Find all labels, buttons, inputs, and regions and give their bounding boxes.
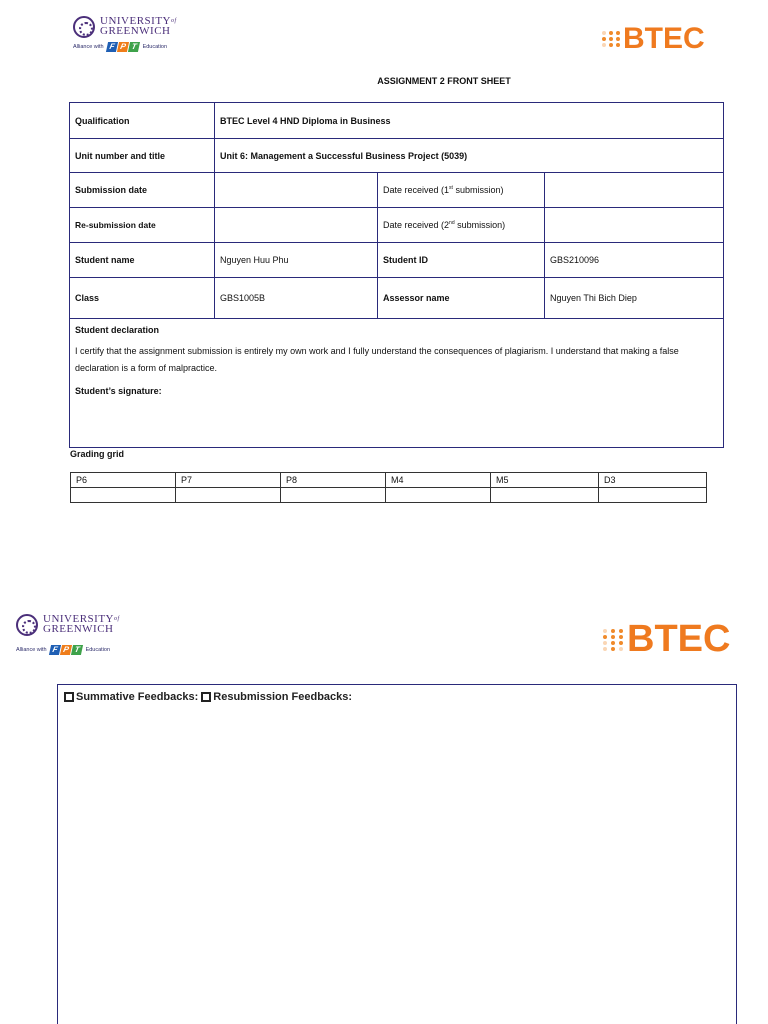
feedback-header	[64, 691, 352, 703]
row-unit	[70, 139, 724, 173]
logo-text-of: of	[171, 18, 177, 24]
resubmission-feedback-label: Resubmission Feedbacks:	[213, 691, 353, 703]
fpt-letter: T	[71, 645, 83, 655]
date-received-2-sup: nd	[449, 220, 455, 226]
university-of-greenwich-logo-2	[16, 614, 120, 655]
row-class	[70, 278, 724, 319]
alliance-prefix: Alliance with	[73, 44, 104, 50]
declaration-text: I certify that the assignment submission is entirely my own work and I fully understand the consequences of plagiarism. I understand that making a false declaration is a form of malpractice.	[75, 346, 679, 373]
logo-text-of: of	[114, 616, 120, 622]
resubmission-checkbox[interactable]	[201, 692, 211, 702]
logo-text: UNIVERSITY	[100, 15, 171, 27]
alliance-prefix: Alliance with	[16, 647, 47, 653]
resubmission-date-value[interactable]	[215, 208, 378, 243]
date-received-1-label	[378, 173, 545, 208]
student-id-value: GBS210096	[545, 243, 724, 278]
grading-grid-title: Grading grid	[70, 449, 124, 459]
fpt-letter: P	[117, 42, 129, 52]
assessor-value: Nguyen Thi Bich Diep	[545, 278, 724, 319]
alliance-suffix: Education	[85, 647, 111, 653]
btec-dots-icon	[603, 629, 625, 651]
fpt-logo	[107, 42, 140, 52]
grade-value-d3[interactable]	[599, 488, 707, 503]
date-received-1-suffix: submission)	[452, 185, 504, 195]
date-received-2-label	[378, 208, 545, 243]
logo-text: GREENWICH	[43, 623, 114, 635]
grading-header-row	[71, 473, 707, 488]
submission-date-label: Submission date	[70, 173, 215, 208]
btec-logo	[602, 22, 705, 56]
summative-checkbox[interactable]	[64, 692, 74, 702]
signature-label: Student’s signature:	[75, 386, 162, 396]
resubmission-date-label: Re-submission date	[70, 208, 215, 243]
grade-value-p8[interactable]	[281, 488, 386, 503]
row-declaration	[70, 319, 724, 448]
fpt-alliance	[73, 42, 177, 52]
summative-feedback-label: Summative Feedbacks:	[76, 691, 199, 703]
row-resubmission	[70, 208, 724, 243]
student-id-label: Student ID	[378, 243, 545, 278]
student-name-value: Nguyen Huu Phu	[215, 243, 378, 278]
unit-value: Unit 6: Management a Successful Business Project (5039)	[215, 139, 724, 173]
grade-value-m4[interactable]	[386, 488, 491, 503]
fpt-alliance	[16, 645, 120, 655]
qualification-label: Qualification	[70, 103, 215, 139]
btec-logo-2	[603, 618, 730, 661]
date-received-2-suffix: submission)	[454, 220, 506, 230]
row-student	[70, 243, 724, 278]
btec-dots-icon	[602, 31, 621, 47]
grade-header-d3: D3	[599, 473, 707, 488]
logo-text: GREENWICH	[100, 25, 171, 37]
alliance-suffix: Education	[142, 44, 168, 50]
btec-wordmark: BTEC	[623, 22, 705, 55]
grade-value-p6[interactable]	[71, 488, 176, 503]
date-received-2-value[interactable]	[545, 208, 724, 243]
fpt-letter: T	[128, 42, 140, 52]
date-received-2-prefix: Date received (2	[383, 220, 450, 230]
logo-text: UNIVERSITY	[43, 613, 114, 625]
qualification-value: BTEC Level 4 HND Diploma in Business	[215, 103, 724, 139]
grade-value-m5[interactable]	[491, 488, 599, 503]
fpt-letter: P	[60, 645, 72, 655]
row-submission	[70, 173, 724, 208]
btec-wordmark: BTEC	[627, 618, 731, 660]
student-name-label: Student name	[70, 243, 215, 278]
row-qualification	[70, 103, 724, 139]
feedback-box[interactable]	[57, 684, 737, 1024]
grade-header-m4: M4	[386, 473, 491, 488]
date-received-1-sup: st	[449, 185, 453, 191]
submission-date-value[interactable]	[215, 173, 378, 208]
class-label: Class	[70, 278, 215, 319]
crest-icon	[73, 16, 95, 38]
grading-value-row	[71, 488, 707, 503]
grade-header-p8: P8	[281, 473, 386, 488]
university-of-greenwich-logo	[73, 16, 177, 52]
grade-header-p7: P7	[176, 473, 281, 488]
class-value: GBS1005B	[215, 278, 378, 319]
date-received-1-value[interactable]	[545, 173, 724, 208]
assessor-label: Assessor name	[378, 278, 545, 319]
declaration-cell	[70, 319, 724, 448]
grade-header-p6: P6	[71, 473, 176, 488]
fpt-letter: F	[49, 645, 61, 655]
front-sheet-table	[69, 102, 724, 448]
grade-header-m5: M5	[491, 473, 599, 488]
page-title: ASSIGNMENT 2 FRONT SHEET	[377, 76, 511, 86]
date-received-1-prefix: Date received (1	[383, 185, 450, 195]
fpt-letter: F	[106, 42, 118, 52]
declaration-title: Student declaration	[75, 325, 160, 335]
grading-grid-table	[70, 472, 707, 503]
crest-icon	[16, 614, 38, 636]
grade-value-p7[interactable]	[176, 488, 281, 503]
fpt-logo	[50, 645, 83, 655]
unit-label: Unit number and title	[70, 139, 215, 173]
